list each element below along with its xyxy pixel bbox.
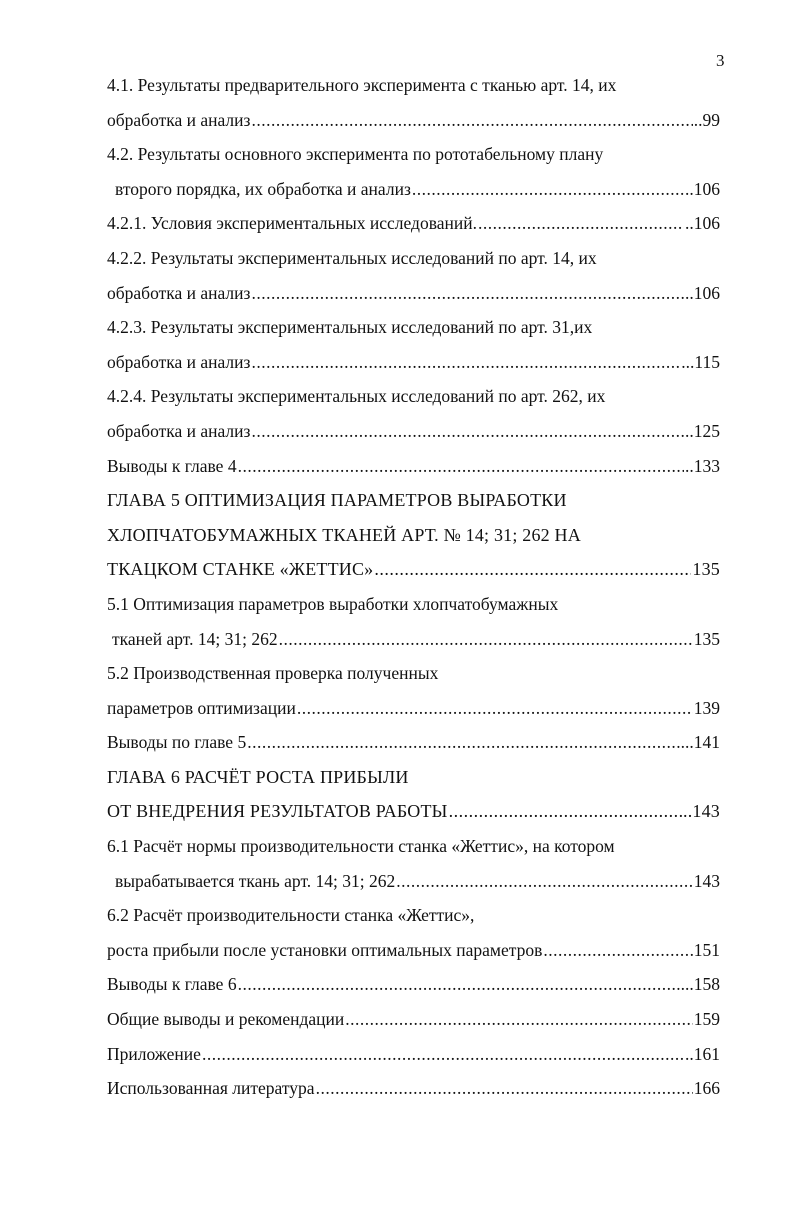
toc-entry-text: вырабатывается ткань арт. 14; 31; 262 [115, 870, 396, 891]
toc-line [107, 241, 720, 276]
toc-line [107, 345, 720, 380]
toc-entry-text: Использованная литература [107, 1078, 315, 1099]
toc-page-number: 135 [693, 628, 720, 649]
toc-line [107, 725, 720, 760]
page-number: 3 [716, 51, 725, 70]
toc-page-number: ..143 [683, 801, 720, 822]
toc-line [107, 1002, 720, 1037]
toc-page-number: 135 [692, 559, 720, 580]
toc-line [107, 483, 720, 518]
toc-page-number: ...141 [680, 732, 720, 753]
toc-page-number: ...115 [681, 351, 720, 372]
toc-entry-text: ГЛАВА 6 РАСЧЁТ РОСТА ПРИБЫЛИ [107, 766, 409, 787]
dot-leader [543, 933, 692, 968]
toc-entry-text: Выводы к главе 6 [107, 974, 237, 995]
toc-entry-text: второго порядка, их обработка и анализ [115, 178, 411, 199]
toc-line [107, 933, 720, 968]
toc-entry-text: 4.2.2. Результаты экспериментальных исследований по арт. 14, их [107, 247, 597, 268]
toc-line [107, 587, 720, 622]
toc-entry-text: роста прибыли после установки оптимальных параметров [107, 939, 543, 960]
dot-leader [396, 864, 693, 899]
toc-entry-text: 4.2.1. Условия экспериментальных исследований. [107, 213, 477, 234]
toc-page-number: ..125 [685, 420, 720, 441]
toc-line [107, 518, 720, 553]
toc-entry-text: 4.2.3. Результаты экспериментальных исследований по арт. 31,их [107, 317, 593, 338]
dot-leader [251, 276, 684, 311]
toc-entry-text: ТКАЦКОМ СТАНКЕ «ЖЕТТИС» [107, 559, 374, 580]
toc-page-number: ..133 [685, 455, 720, 476]
toc-line [107, 829, 720, 864]
toc-entry-text: обработка и анализ [107, 351, 251, 372]
dot-leader [238, 449, 684, 484]
toc-line [107, 967, 720, 1002]
toc-entry-text: обработка и анализ [107, 282, 251, 303]
toc-line [107, 794, 720, 829]
dot-leader [251, 103, 692, 138]
toc-entry-text: ХЛОПЧАТОБУМАЖНЫХ ТКАНЕЙ АРТ. № 14; 31; 262 НА [107, 524, 581, 545]
toc-entry-text: 5.2 Производственная проверка полученных [107, 663, 439, 684]
dot-leader [412, 172, 684, 207]
dot-leader [251, 414, 684, 449]
toc-entry-text: 5.1 Оптимизация параметров выработки хлопчатобумажных [107, 593, 559, 614]
toc-entry-text: Выводы по главе 5 [107, 732, 247, 753]
dot-leader [297, 691, 693, 726]
dot-leader [247, 725, 679, 760]
toc-line [107, 760, 720, 795]
toc-entry-text: Выводы к главе 4 [107, 455, 237, 476]
toc-page-number: 139 [693, 697, 720, 718]
toc-entry-text: 4.2. Результаты основного эксперимента по рототабельному плану [107, 144, 604, 165]
toc-line [107, 172, 720, 207]
toc-page-number: 151 [693, 939, 720, 960]
dot-leader [202, 1037, 684, 1072]
toc-entry-text: 6.1 Расчёт нормы производительности станка «Жеттис», на котором [107, 836, 615, 857]
dot-leader [478, 206, 684, 241]
toc-entry-text: 4.1. Результаты предварительного эксперимента с тканью арт. 14, их [107, 75, 617, 95]
toc-line [107, 68, 720, 103]
toc-line [107, 449, 720, 484]
toc-page-number: ..99 [693, 109, 720, 130]
toc-line [107, 137, 720, 172]
toc-page-number: ....158 [676, 974, 720, 995]
toc-line [107, 552, 720, 587]
toc-page-number: ..161 [685, 1043, 720, 1064]
toc-entry-text: обработка и анализ [107, 109, 251, 130]
toc-line [107, 1037, 720, 1072]
dot-leader [238, 967, 676, 1002]
toc-entry-text: Приложение [107, 1043, 201, 1064]
toc-line [107, 414, 720, 449]
dot-leader [345, 1002, 693, 1037]
toc-entry-text: ГЛАВА 5 ОПТИМИЗАЦИЯ ПАРАМЕТРОВ ВЫРАБОТКИ [107, 490, 567, 511]
toc-entry-text: 6.2 Расчёт производительности станка «Жеттис», [107, 905, 475, 926]
toc-page-number: 166 [693, 1078, 720, 1099]
toc-line [107, 206, 720, 241]
toc-page-number: ..106 [685, 178, 720, 199]
toc-page-number: 159 [693, 1009, 720, 1030]
toc-line [107, 379, 720, 414]
dot-leader [251, 345, 680, 380]
toc-line [107, 103, 720, 138]
toc-line [107, 656, 720, 691]
dot-leader [316, 1071, 693, 1106]
toc-entry-text: тканей арт. 14; 31; 262 [112, 628, 278, 649]
toc-page-number: ..106 [685, 213, 720, 234]
toc-page-number: ..106 [685, 282, 720, 303]
toc-entry-text: ОТ ВНЕДРЕНИЯ РЕЗУЛЬТАТОВ РАБОТЫ [107, 801, 448, 822]
toc-line [107, 622, 720, 657]
toc-entry-text: Общие выводы и рекомендации [107, 1009, 345, 1030]
toc-entry-text: обработка и анализ [107, 420, 251, 441]
toc-line [107, 310, 720, 345]
table-of-contents [107, 68, 720, 1106]
toc-page-number: 143 [693, 870, 720, 891]
toc-line [107, 1071, 720, 1106]
dot-leader [279, 622, 693, 657]
toc-entry-text: параметров оптимизации [107, 697, 296, 718]
toc-line [107, 864, 720, 899]
dot-leader [374, 552, 691, 587]
toc-line [107, 276, 720, 311]
toc-entry-text: 4.2.4. Результаты экспериментальных исследований по арт. 262, их [107, 386, 606, 407]
dot-leader [449, 794, 682, 829]
toc-line [107, 898, 720, 933]
toc-line [107, 691, 720, 726]
